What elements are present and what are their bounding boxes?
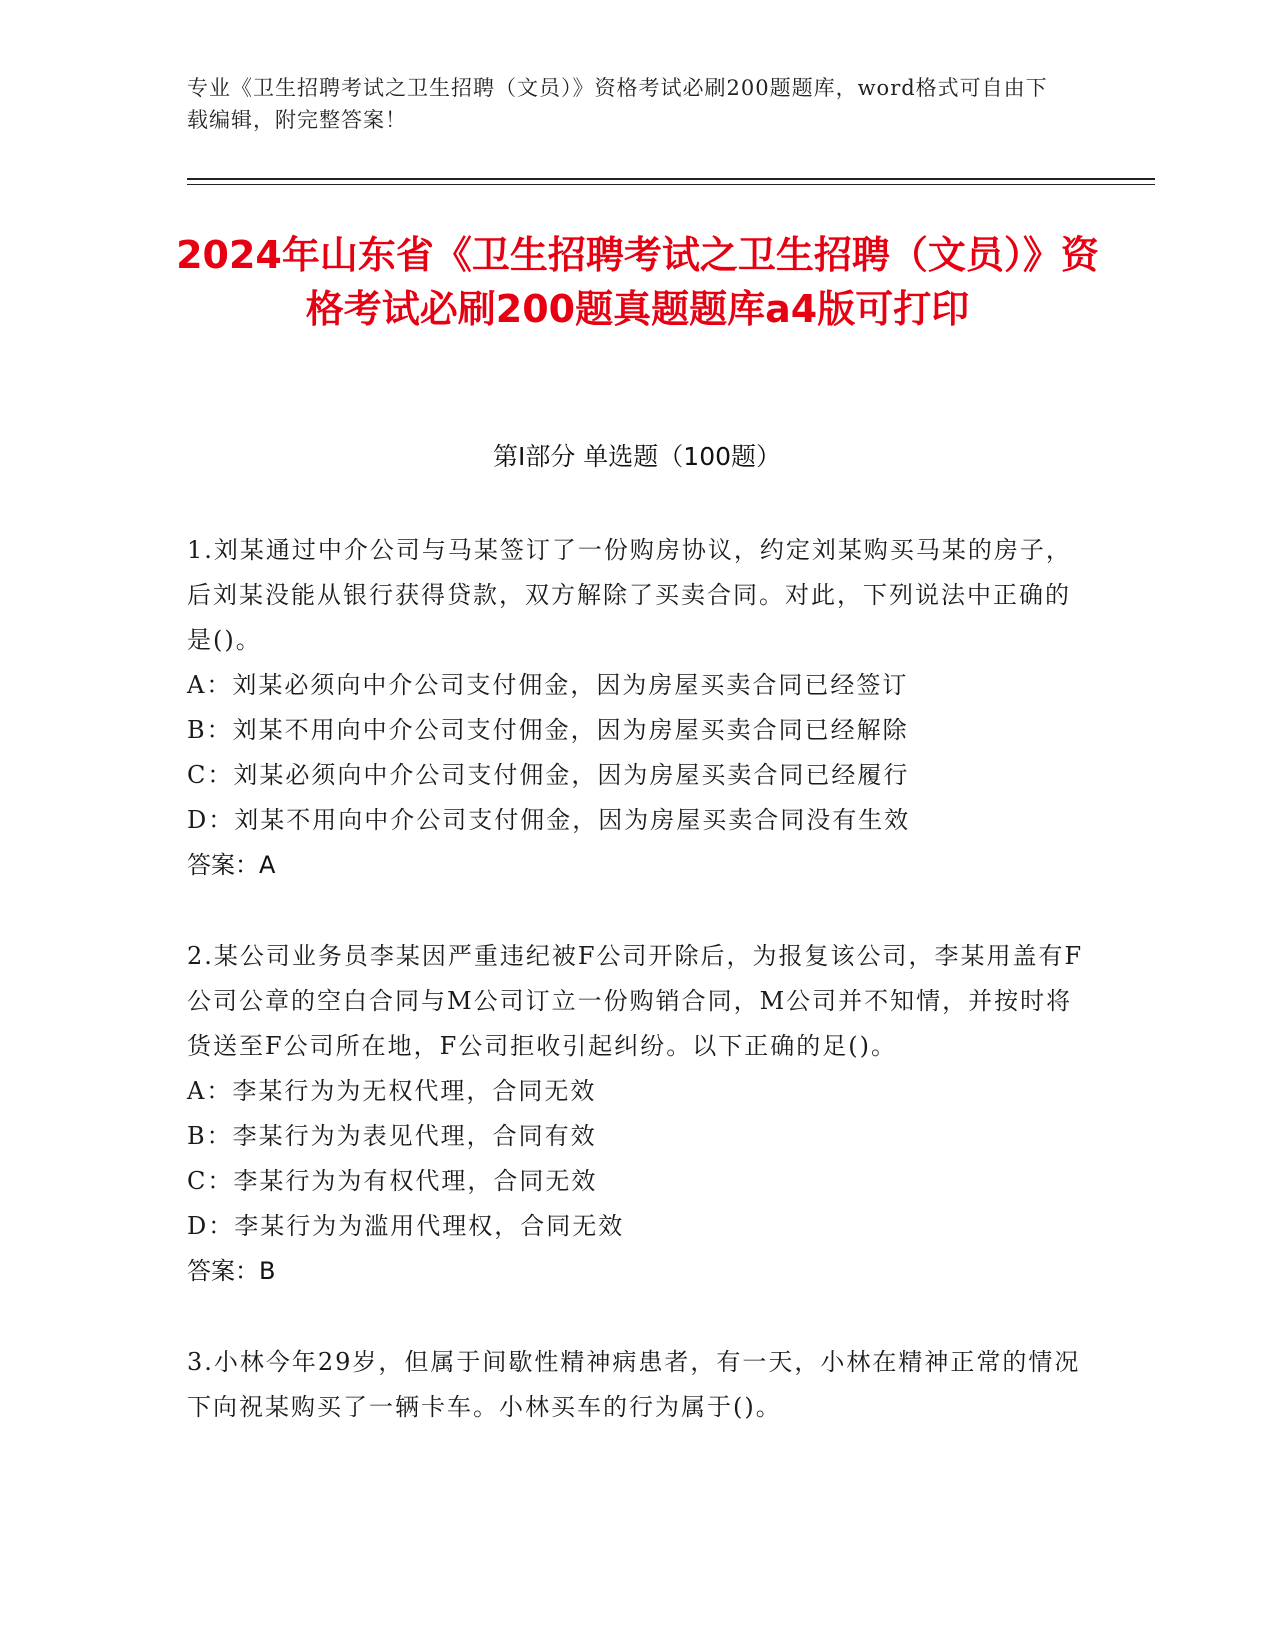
question-text: 2.某公司业务员李某因严重违纪被F公司开除后，为报复该公司，李某用盖有F公司公章的空白合同与M公司订立一份购销合同，M公司并不知情，并按时将货送至F公司所在地，F公司拒收引起纠纷。以下正确的足()。: [187, 942, 1084, 1060]
option-b: B：刘某不用向中介公司支付佣金，因为房屋买卖合同已经解除: [187, 716, 909, 744]
question-text: 1.刘某通过中介公司与马某签订了一份购房协议，约定刘某购买马某的房子，后刘某没能从银行获得贷款，双方解除了买卖合同。对此，下列说法中正确的是()。: [187, 536, 1072, 654]
question-text: 3.小林今年29岁，但属于间歇性精神病患者，有一天，小林在精神正常的情况下向祝某购买了一辆卡车。小林买车的行为属于()。: [187, 1348, 1081, 1421]
option-b: B：李某行为为表见代理，合同有效: [187, 1122, 597, 1150]
option-c: C：李某行为为有权代理，合同无效: [187, 1167, 598, 1195]
header-divider-thick: [187, 178, 1155, 180]
option-a: A：刘某必须向中介公司支付佣金，因为房屋买卖合同已经签订: [187, 671, 909, 699]
header-note: 专业《卫生招聘考试之卫生招聘（文员）》资格考试必刷200题题库，word格式可自由下载编辑，附完整答案！: [187, 76, 1048, 132]
question-3: [187, 1340, 1087, 1430]
question-2: [187, 934, 1087, 1294]
question-list: [187, 528, 1087, 1476]
header-divider-thin: [187, 184, 1155, 185]
answer: 答案：A: [187, 851, 276, 879]
document-title: 2024年山东省《卫生招聘考试之卫生招聘（文员）》资格考试必刷200题真题题库a4版可打印: [176, 233, 1099, 331]
section-title: 第I部分 单选题（100题）: [492, 442, 782, 471]
option-d: D：李某行为为滥用代理权，合同无效: [187, 1212, 625, 1240]
question-1: [187, 528, 1087, 888]
option-a: A：李某行为为无权代理，合同无效: [187, 1077, 597, 1105]
option-d: D：刘某不用向中介公司支付佣金，因为房屋买卖合同没有生效: [187, 806, 911, 834]
option-c: C：刘某必须向中介公司支付佣金，因为房屋买卖合同已经履行: [187, 761, 910, 789]
answer: 答案：B: [187, 1257, 276, 1285]
